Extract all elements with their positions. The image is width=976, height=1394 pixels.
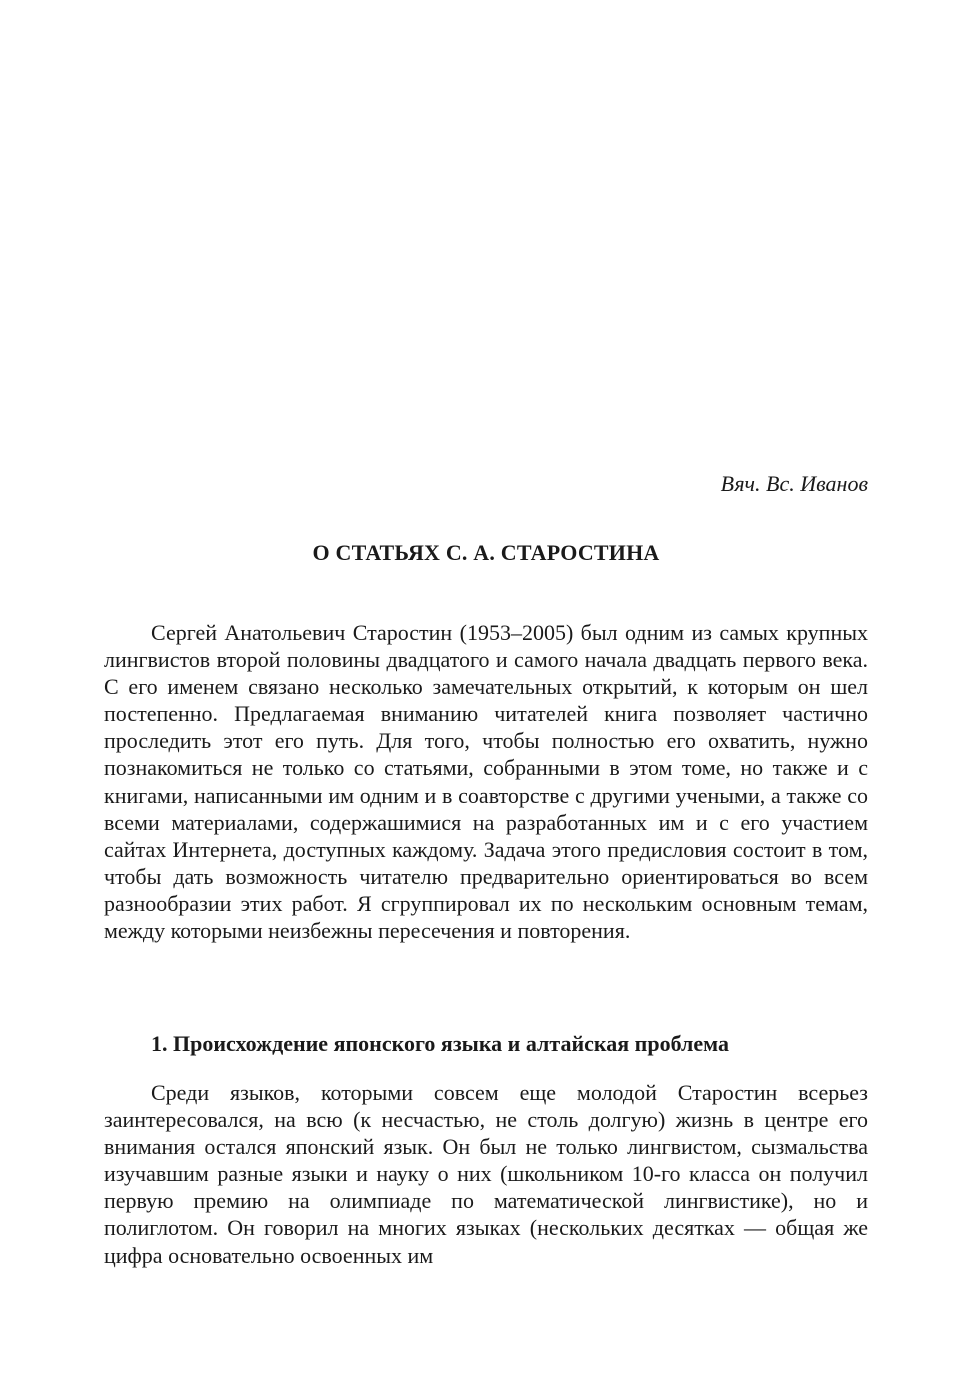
section-heading: 1. Происхождение японского языка и алтайская проблема [151,1031,729,1056]
author-name: Вяч. Вс. Иванов [720,471,868,496]
section-paragraph: Среди языков, которыми совсем еще молодой Старостин всерьез заинтересовался, на всю (к несчастью, не столь долгую) жизнь в центре его внимания остался японский язык. Он был не только лингвистом, сызмальства изучавшим разные языки и науку о них (школьником 10-го класса он получил первую премию на олимпиаде по математической лингвистике), но и полиглотом. Он говорил на многих языках (нескольких десятках — общая же цифра основательно освоенных им [104,1080,868,1268]
intro-paragraph: Сергей Анатольевич Старостин (1953–2005) был одним из самых крупных лингвистов второй половины двадцатого и самого начала двадцать первого века. С его именем связано несколько замечательных открытий, к которым он шел постепенно. Предлагаемая вниманию читателей книга позволяет частично проследить этот его путь. Для того, чтобы полностью его охватить, нужно познакомиться не только со статьями, собранными в этом томе, но также и с книгами, написанными им одним и в соавторстве с другими учеными, а также со всеми материалами, содержашимися на разработанных им и с его участием сайтах Интернета, доступных каждому. Задача этого предисловия состоит в том, чтобы дать возможность читателю предварительно ориентироваться во всем разнообразии этих работ. Я сгруппировал их по нескольким основным темам, между которыми неизбежны пересечения и повторения. [104,620,868,944]
article-title: О СТАТЬЯХ С. А. СТАРОСТИНА [312,540,660,565]
